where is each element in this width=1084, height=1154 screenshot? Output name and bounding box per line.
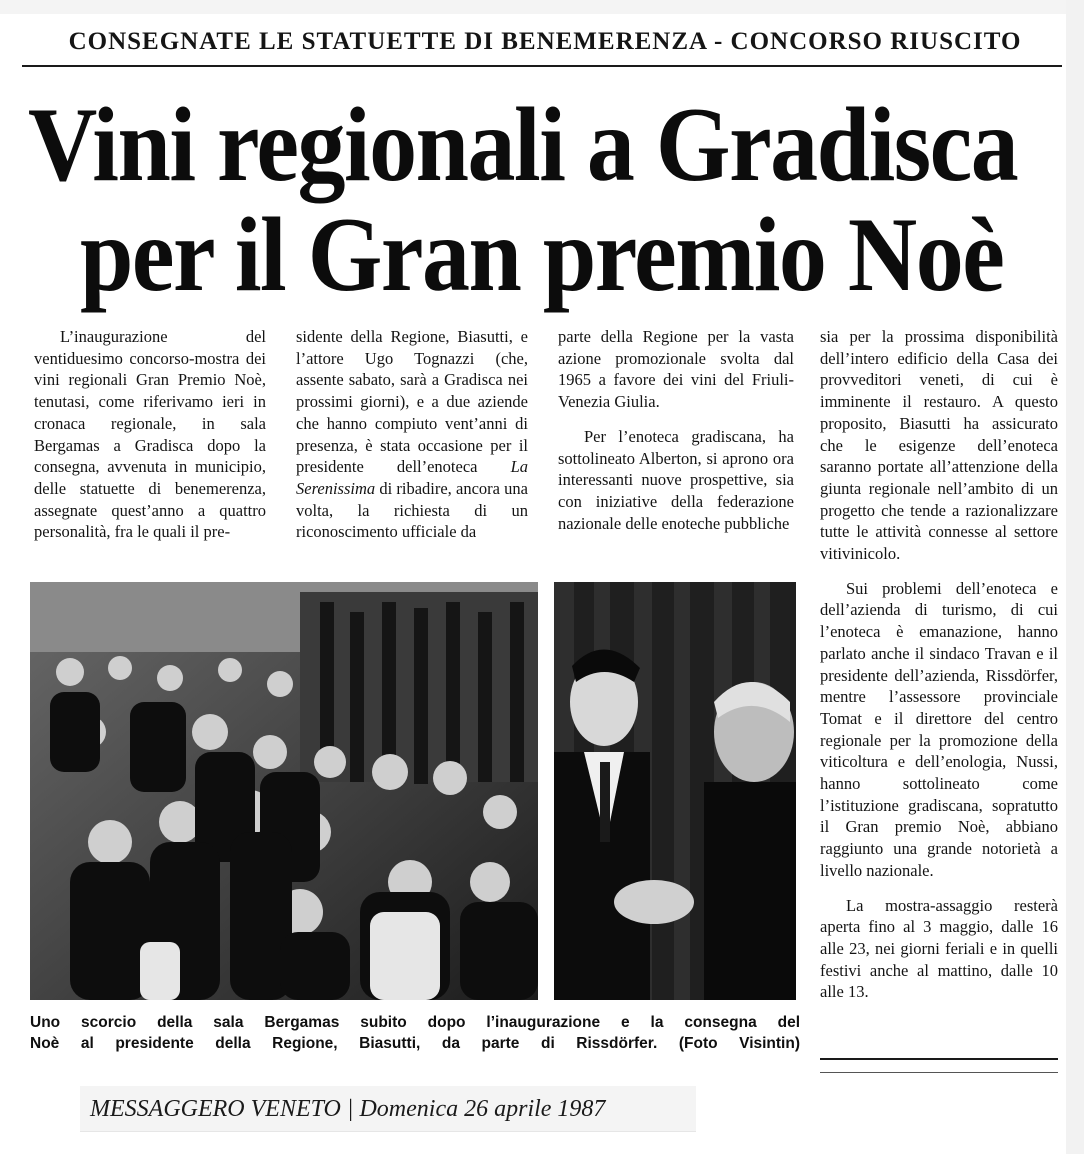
column-2-text-a: sidente della Regione, Biasutti, e l’attore Ugo Tognazzi (che, assente sabato, sarà a Gradisca nei prossimi giorni), e a due aziende che hanno compiuto vent’anni di presenza, è stata occasione per il presidente dell’enoteca xyxy=(296,327,528,477)
source-line: MESSAGGERO VENETO | Domenica 26 aprile 1987 xyxy=(80,1086,696,1132)
column-3-paragraph-2: Per l’enoteca gradiscana, ha sottolineato Alberton, si aprono ora interessanti nuove prospettive, sia con iniziative della federazione nazionale delle enoteche pubbliche xyxy=(558,426,794,533)
photo-crowd xyxy=(30,582,538,1000)
column-1-paragraph: L’inaugurazione del ventiduesimo concorso-mostra dei vini regionali Gran Premio Noè, tenutasi, come riferivamo ieri in cronaca regionale, in sala Bergamas a Gradisca dopo la consegna, avvenuta in municipio, delle statuette di benemerenza, assegnate quest’anno a quattro personalità, fra le quali il pre- xyxy=(34,327,266,542)
column-4-paragraph-1: sia per la prossima disponibilità dell’intero edificio della Casa dei provveditori veneti, di cui è imminente il restauro. A questo proposito, Biasutti ha assicurato che le esigenze dell’enoteca saranno portate all’attenzione della giunta regionale nell’ambito di un progetto che tende a razionalizzare tutte le attività connesse al settore vitivinicolo. xyxy=(820,327,1058,564)
caption-line-1: Uno scorcio della sala Bergamas subito dopo l’inaugurazione e la consegna del xyxy=(30,1014,800,1031)
page-edge-right xyxy=(1066,0,1084,1154)
bottom-rule xyxy=(820,1072,1058,1073)
column-2-italic: La Serenissima xyxy=(296,457,528,498)
caption-line-2: Noè al presidente della Regione, Biasutti, da parte di Rissdörfer. (Foto Visintin) xyxy=(30,1035,800,1052)
headline-line-2: per il Gran premio Noè xyxy=(80,195,1004,314)
photo-handshake xyxy=(554,582,796,1000)
column-4-paragraph-3: La mostra-assaggio resterà aperta fino al 3 maggio, dalle 16 alle 23, nei giorni feriali e in quelli festivi anche al mattino, dalle 10 alle 13. xyxy=(820,895,1058,1002)
column-4-bottom-rule xyxy=(820,1058,1058,1060)
column-2 xyxy=(296,326,528,543)
column-2-paragraph xyxy=(296,326,528,543)
column-1 xyxy=(34,326,266,543)
column-3 xyxy=(558,326,794,534)
column-4 xyxy=(820,326,1058,1003)
column-4-paragraph-2: Sui problemi dell’enoteca e dell’azienda di turismo, di cui l’enoteca è emanazione, hanno parlato anche il sindaco Travan e il presidente dell’azienda, Rissdörfer, mentre l’assessore provinciale Tomat e il direttore del centro regionale per la promozione della viticoltura e dell’enologia, Nussi, hanno sottolineato come l’istituzione gradiscana, sopratutto il Gran premio Noè, abbiano raggiunto una grande notorietà a livello nazionale. xyxy=(820,578,1058,880)
column-2-text-b: di ribadire, ancora una volta, la richiesta di un riconoscimento ufficiale da xyxy=(296,478,528,542)
kicker: CONSEGNATE LE STATUETTE DI BENEMERENZA - CONCORSO RIUSCITO xyxy=(68,28,1022,55)
column-3-paragraph-1: parte della Regione per la vasta azione promozionale svolta dal 1965 a favore dei vini del Friuli-Venezia Giulia. xyxy=(558,327,794,412)
page-edge-top xyxy=(0,0,1084,14)
headline-line-1: Vini regionali a Gradisca xyxy=(28,85,1018,204)
newspaper-clipping xyxy=(22,14,1068,1080)
photo-caption xyxy=(30,1012,800,1054)
top-rule xyxy=(22,65,1062,67)
